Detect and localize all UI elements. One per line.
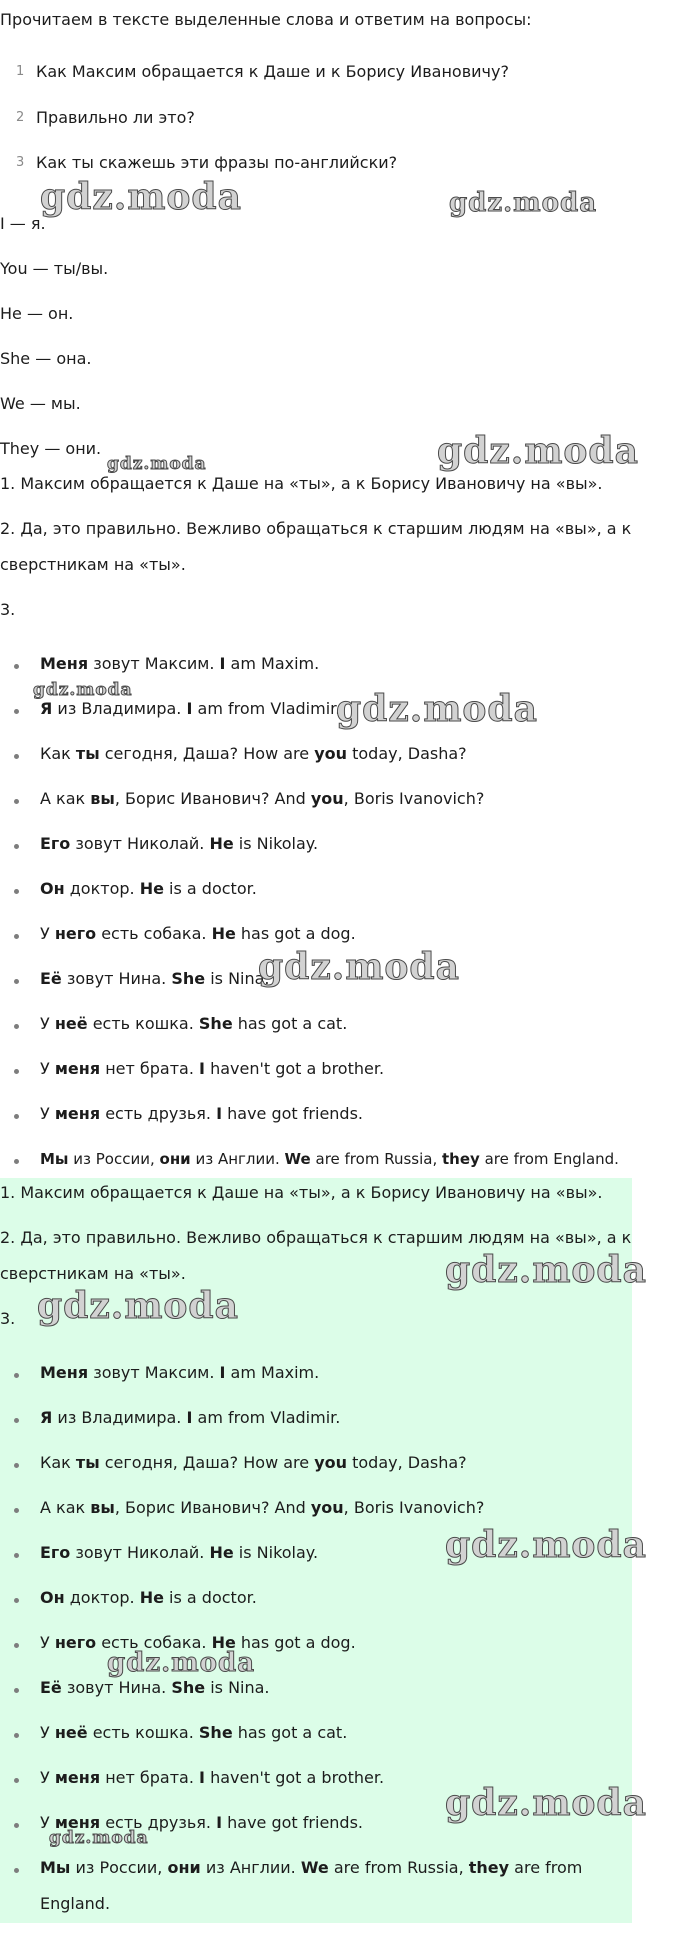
phrase-item: У неё есть кошка. She has got a cat. [40, 1723, 348, 1742]
pronoun-line: They — они. [0, 439, 102, 458]
answer-3-label: 3. [0, 600, 16, 619]
intro-text: Прочитаем в тексте выделенные слова и ответим на вопросы: [0, 10, 532, 29]
answer-2-line-2: сверстникам на «ты». [0, 1264, 186, 1283]
phrase-item: У меня есть друзья. I have got friends. [40, 1813, 363, 1832]
answer-2-line-1: 2. Да, это правильно. Вежливо обращаться к старшим людям на «вы», а к [0, 519, 632, 538]
bullet [14, 1868, 19, 1873]
phrase-item-continuation: England. [40, 1894, 111, 1913]
bullet [14, 844, 19, 849]
bullet [14, 934, 19, 939]
pronoun-line: He — он. [0, 304, 74, 323]
phrase-item: Я из Владимира. I am from Vladimir. [40, 699, 341, 718]
phrase-item: У меня нет брата. I haven't got a brother. [40, 1059, 385, 1078]
phrase-item: У него есть собака. He has got a dog. [40, 1633, 356, 1652]
bullet [14, 1598, 19, 1603]
bullet [14, 1733, 19, 1738]
phrase-item: Я из Владимира. I am from Vladimir. [40, 1408, 341, 1427]
phrase-item: Как ты сегодня, Даша? How are you today, Dasha? [40, 744, 467, 763]
phrase-item: Меня зовут Максим. I am Maxim. [40, 1363, 320, 1382]
bullet [14, 754, 19, 759]
watermark-logo: gdz.moda [445, 1524, 647, 1566]
bullet [14, 889, 19, 894]
bullet [14, 1418, 19, 1423]
answer-2-line-2: сверстникам на «ты». [0, 555, 186, 574]
bullet [14, 1643, 19, 1648]
question-number: 1 [16, 64, 25, 79]
watermark-logo: gdz.moda [258, 946, 460, 988]
bullet [14, 1373, 19, 1378]
phrase-item: Как ты сегодня, Даша? How are you today, Dasha? [40, 1453, 467, 1472]
bullet [14, 1508, 19, 1513]
watermark-logo: gdz.moda [33, 680, 133, 700]
phrase-item: Её зовут Нина. She is Nina. [40, 969, 270, 988]
pronoun-line: You — ты/вы. [0, 259, 109, 278]
answer-2-line-1: 2. Да, это правильно. Вежливо обращаться к старшим людям на «вы», а к [0, 1228, 632, 1247]
phrase-item: У меня нет брата. I haven't got a brother. [40, 1768, 385, 1787]
pronoun-line: She — она. [0, 349, 92, 368]
pronoun-line: I — я. [0, 214, 46, 233]
watermark-logo: gdz.moda [437, 430, 639, 472]
phrase-item: Он доктор. He is a doctor. [40, 879, 257, 898]
question-text: Правильно ли это? [36, 108, 195, 127]
watermark-logo: gdz.moda [445, 1249, 647, 1291]
bullet [14, 979, 19, 984]
bullet [14, 1463, 19, 1468]
watermark-logo: gdz.moda [107, 1648, 256, 1678]
bullet [14, 664, 19, 669]
bullet [14, 799, 19, 804]
phrase-item: У меня есть друзья. I have got friends. [40, 1104, 363, 1123]
answer-1: 1. Максим обращается к Даше на «ты», а к Борису Ивановичу на «вы». [0, 1183, 603, 1202]
bullet [14, 1778, 19, 1783]
bullet [14, 1114, 19, 1119]
phrase-item: А как вы, Борис Иванович? And you, Boris Ivanovich? [40, 1498, 485, 1517]
answer-3-label: 3. [0, 1309, 16, 1328]
watermark-logo: gdz.moda [107, 454, 207, 474]
answer-1: 1. Максим обращается к Даше на «ты», а к Борису Ивановичу на «вы». [0, 474, 603, 493]
phrase-item: Её зовут Нина. She is Nina. [40, 1678, 270, 1697]
pronoun-line: We — мы. [0, 394, 81, 413]
phrase-item: Его зовут Николай. He is Nikolay. [40, 834, 319, 853]
question-text: Как Максим обращается к Даше и к Борису Ивановичу? [36, 62, 509, 81]
bullet [14, 709, 19, 714]
phrase-item: А как вы, Борис Иванович? And you, Boris Ivanovich? [40, 789, 485, 808]
phrase-item: Его зовут Николай. He is Nikolay. [40, 1543, 319, 1562]
phrase-item: Мы из России, они из Англии. We are from Russia, they are from [40, 1858, 583, 1877]
bullet [14, 1823, 19, 1828]
phrase-item: Меня зовут Максим. I am Maxim. [40, 654, 320, 673]
watermark-logo: gdz.moda [49, 1828, 149, 1848]
watermark-logo: gdz.moda [40, 176, 242, 218]
question-text: Как ты скажешь эти фразы по-английски? [36, 153, 398, 172]
bullet [14, 1024, 19, 1029]
bullet [14, 1069, 19, 1074]
watermark-logo: gdz.moda [37, 1285, 239, 1327]
watermark-logo: gdz.moda [445, 1782, 647, 1824]
watermark-logo: gdz.moda [336, 688, 538, 730]
bullet [14, 1553, 19, 1558]
question-number: 2 [16, 110, 25, 125]
phrase-item: У неё есть кошка. She has got a cat. [40, 1014, 348, 1033]
phrase-item: Мы из России, они из Англии. We are from Russia, they are from England. [40, 1150, 619, 1168]
phrase-item: У него есть собака. He has got a dog. [40, 924, 356, 943]
watermark-logo: gdz.moda [449, 188, 598, 218]
phrase-item: Он доктор. He is a doctor. [40, 1588, 257, 1607]
bullet [14, 1688, 19, 1693]
bullet [14, 1159, 19, 1164]
question-number: 3 [16, 155, 25, 170]
